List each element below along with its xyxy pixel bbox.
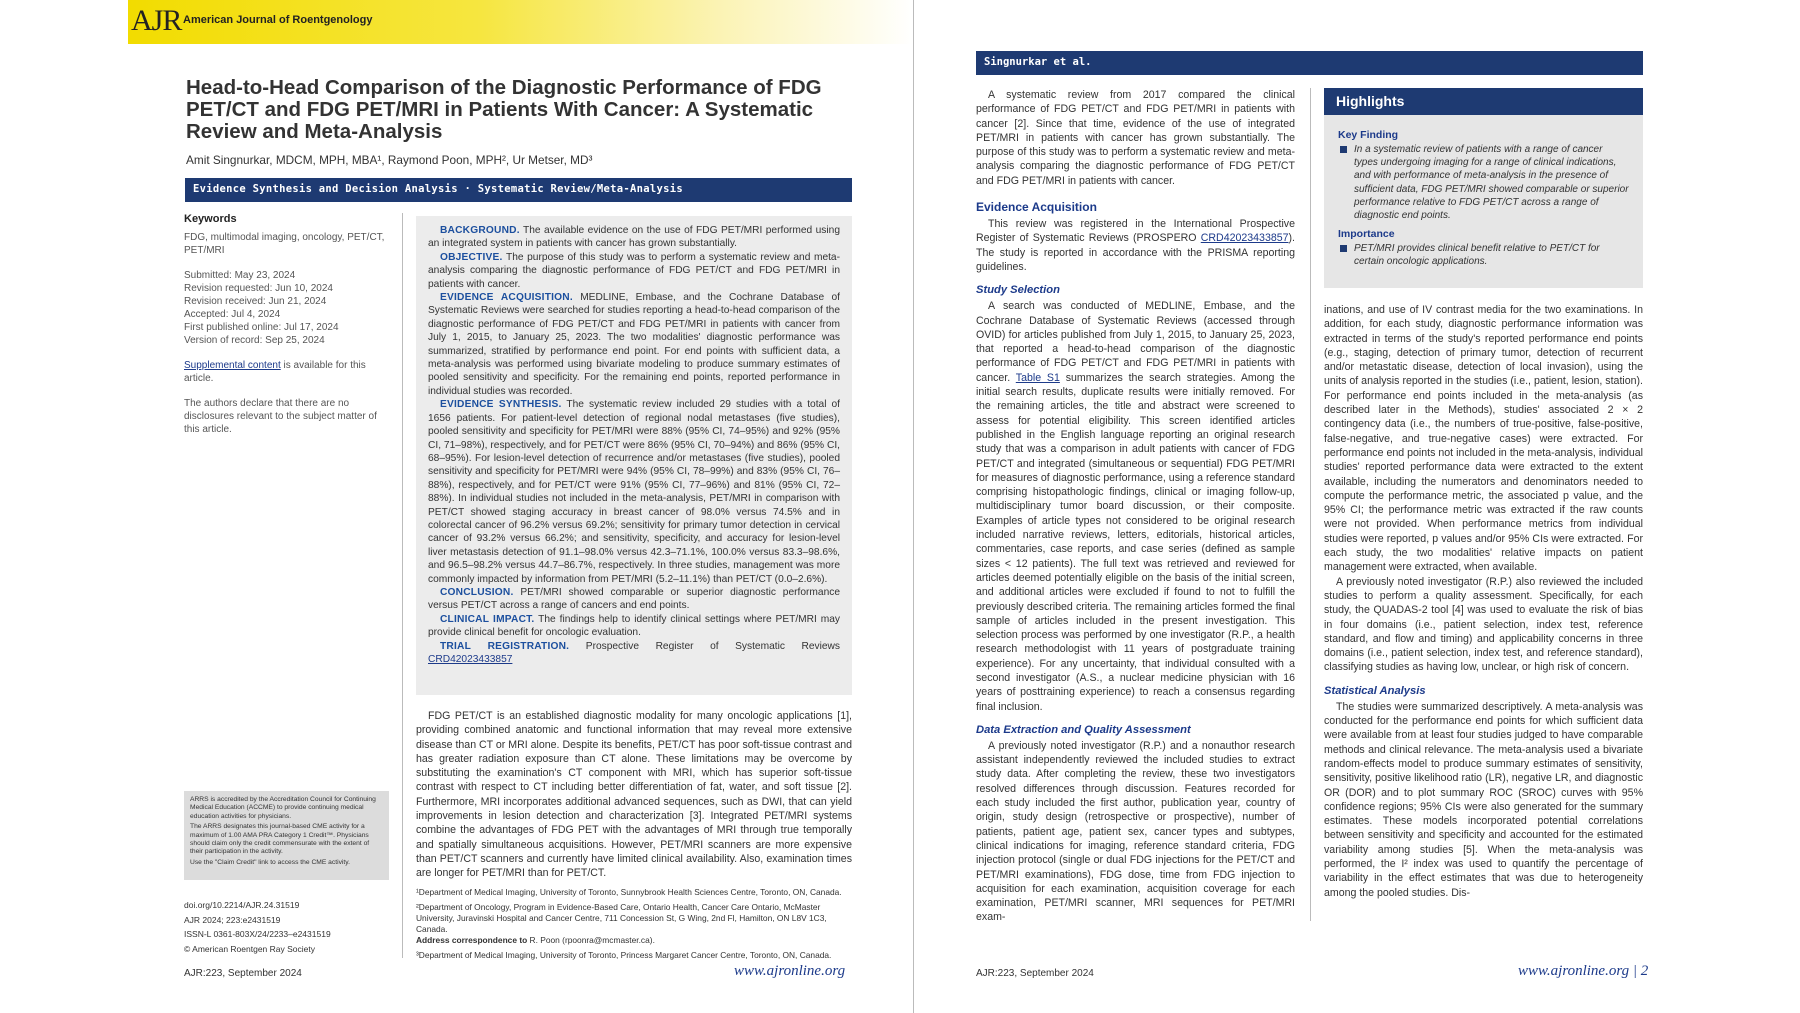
cme-designation: The ARRS designates this journal-based CME activity for a maximum of 1.00 AMA PRA Category 1 Credit™. Physicians should claim only the credit commensurate with the extent of their participation in the activity. (190, 823, 370, 856)
cme-claim: Use the "Claim Credit" link to access the CME activity. (190, 858, 350, 866)
article-meta (184, 898, 399, 956)
heading-data-extraction: Data Extraction and Quality Assessment (976, 723, 1191, 736)
highlights-title: Highlights (1324, 88, 1643, 115)
heading-statistical-analysis: Statistical Analysis (1324, 684, 1426, 697)
p2-extraction: A previously noted investigator (R.P.) and a nonauthor research assistant independently reviewed the included studies to extract study data. After completing the review, these two investigators resolved differences through discussion. Features recorded for each study included the first author, publication year, country of origin, study design (retrospective or prospective), number of patients, patient age, patient sex, cancer types and subtypes, clinical indications for imaging, reference standard criteria, FDG injection protocol (single or dual FDG injections for the PET/CT and PET/MRI examinations), FDG dose, time from FDG injection to acquisition for each examination, acquisition coverage for each examination, PET/MRI scanner, MRI sequences for PET/MRI exam- (976, 739, 1295, 924)
importance-item: PET/MRI provides clinical benefit relative to PET/CT for certain oncologic applications. (1338, 242, 1629, 268)
p2-intro: A systematic review from 2017 compared the clinical performance of FDG PET/CT and FDG PET/MRI in patients with cancer [2]. Since that time, evidence of the use of integrated PET/MRI in patients with cancer has grown substantially. The purpose of this study was to perform a systematic review and meta-analysis comparing the diagnostic performance of FDG PET/CT and FDG PET/MRI in patients with cancer. (976, 89, 1295, 187)
article-title: Head-to-Head Comparison of the Diagnostic Performance of FDG PET/CT and FDG PET/MRI in Patients With Cancer: A Systematic Review and Meta-Analysis (186, 76, 822, 143)
running-header: Singnurkar et al. (976, 51, 1643, 75)
column-divider (402, 213, 403, 958)
abstract-box (416, 216, 852, 695)
p2-selection: A search was conducted of MEDLINE, Embase, and the Cochrane Database of Systematic Reviews (accessed through OVID) for articles published from July 1, 2015, to January 25, 2023, that reported a head-to-head comparison of the diagnostic performance of FDG PET/CT and FDG PET/MRI in patients with cancer. Table S1 summarizes the search strategies. Among the initial search results, duplicate results were initially removed. For the remaining articles, the title and abstract were screened to assess for potential eligibility. This screen identified articles published in the English language reporting an original research study that was a comparison in adult patients with cancer of FDG PET/CT and integrated (simultaneous or sequential) FDG PET/MRI for measures of diagnostic performance, using a reference standard comprising histopathologic findings, clinical or imaging follow-up, multidisciplinary tumor board discussion, or their composite. Examples of article types not considered to be original research included narrative reviews, letters, editorials, historical articles, commentaries, case reports, and case series (defined as sample sizes < 12 patients). The full text was retrieved and reviewed for articles deemed potentially eligible on the basis of the initial screen, and additional articles were excluded if found to not to fulfill the previously described criteria. The remaining articles formed the final sample of articles included in the present investigation. This selection process was performed by one investigator (R.P., a health research methodologist with 11 years of postgraduate training experience). For any uncertainty, that individual consulted with a second investigator (A.S., a nuclear medicine physician with 16 years of posttraining experience) to reach a consensus regarding final inclusion. (976, 300, 1295, 713)
affiliation-2: ²Department of Oncology, Program in Evidence-Based Care, Ontario Health, Cancer Care Ontario, McMaster University, Juravinski Hospital and Cancer Centre, 711 Concession St, G Wing, 2nd Fl, Hamilton, ON L8V 1C3, Canada. Address correspondence to R. Poon (rpoonra@mcmaster.ca). (416, 902, 827, 945)
copyright: © American Roentgen Ray Society (184, 943, 315, 954)
abstract-impact: CLINICAL IMPACT. The findings help to identify clinical settings where PET/MRI may provide clinical benefit for oncologic evaluation. (428, 613, 840, 639)
p2-extraction-cont: inations, and use of IV contrast media for the two examinations. In addition, for each study, diagnostic performance information was extracted in terms of the study's reported performance end points (e.g., staging, detection of primary tumor, detection of recurrent and/or metastatic disease, detection of local invasion), using the units of analysis reported in the studies (i.e., patient, lesion, station). For performance end points included in the meta-analysis (as described later in the Methods), studies' associated 2 × 2 contingency data (i.e., the numbers of true-positive, false-positive, false-negative, and true-negative cases) were extracted. For performance end points not included in the meta-analysis, individual studies' reported performance data were extracted to the extent available, including the numerators and denominators needed to compute the performance metric, the associated p value, and the 95% CI; the performance metric was extracted if the raw counts were not provided. When performance metrics from individual studies were reported, p values and/or 95% CIs were extracted. For each study, the two modalities' relative impacts on patient management were extracted, when available. (1324, 304, 1643, 574)
page-2-footer-website[interactable]: www.ajronline.org | 2 (1518, 963, 1649, 979)
abstract-synthesis: EVIDENCE SYNTHESIS. The systematic review included 29 studies with a total of 1656 patients. For patient-level detection of regional nodal metastases (five studies), pooled sensitivity and specificity for PET/MRI were 88% (95% CI, 74–95%) and 92% (95% CI, 71–98%), respectively, and for PET/CT were 86% (95% CI, 70–94%) and 86% (95% CI, 68–95%). For lesion-level detection of recurrence and/or metastases (five studies), pooled sensitivity and specificity for PET/MRI were 94% (95% CI, 78–99%) and 83% (95% CI, 76–88%), respectively, and for PET/CT were 91% (95% CI, 77–96%) and 81% (95% CI, 72–88%). In individual studies not included in the meta-analysis, PET/MRI in comparison with PET/CT showed staging accuracy in breast cancer of 98.0% versus 74.5% and in colorectal cancer of 96.2% versus 69.2%; sensitivity for primary tumor detection in cervical cancer of 93.2% versus 66.2%; and sensitivity, specificity, and accuracy for lesion-level liver metastasis detection of 91.1–98.0% versus 42.3–71.1%, 100.0% versus 83.3–98.6%, and 96.5–98.2% versus 44.7–86.7%, respectively. In three studies, management was more commonly impacted by information from PET/MRI (5.2–11.1%) than PET/CT (0.0–2.6%). (428, 399, 840, 585)
citation: AJR 2024; 223:e2431519 (184, 914, 281, 925)
page-1-footer-issue: AJR:223, September 2024 (184, 968, 302, 979)
page-1-footer-website[interactable]: www.ajronline.org (734, 963, 846, 979)
disclosure: The authors declare that there are no disclosures relevant to the subject matter of this article. (184, 398, 377, 435)
authors: Amit Singnurkar, MDCM, MPH, MBA¹, Raymond Poon, MPH², Ur Metser, MD³ (186, 153, 593, 167)
introduction (416, 709, 852, 881)
p2-acquisition: This review was registered in the International Prospective Register of Systematic Reviews (PROSPERO CRD42023433857). The study is reported in accordance with the PRISMA reporting guidelines. (976, 218, 1295, 273)
sidebar-metadata (184, 213, 394, 436)
highlights-box (1324, 88, 1643, 288)
p2-quality: A previously noted investigator (R.P.) also reviewed the included studies to perform a quality assessment. Specifically, for each study, the QUADAS-2 tool [4] was used to evaluate the risk of bias in four domains (i.e., patient selection, index test, reference standard, and flow and timing) and applicability concerns in three domains (i.e., patient selection, index test, and reference standard), classifying studies as having low, unclear, or high risk of concern. (1324, 575, 1643, 674)
abstract-conclusion: CONCLUSION. PET/MRI showed comparable or superior diagnostic performance versus PET/CT across a range of cancers and end points. (428, 586, 840, 612)
date-revision-requested: Revision requested: Jun 10, 2024 (184, 283, 333, 294)
section-bar: Evidence Synthesis and Decision Analysis · Systematic Review/Meta-Analysis (185, 178, 852, 202)
date-version-of-record: Version of record: Sep 25, 2024 (184, 335, 325, 346)
heading-evidence-acquisition: Evidence Acquisition (976, 200, 1097, 215)
affiliations (416, 887, 852, 965)
doi[interactable]: doi.org/10.2214/AJR.24.31519 (184, 900, 300, 910)
abstract-trial: TRIAL REGISTRATION. Prospective Register of Systematic Reviews CRD42023433857 (428, 640, 841, 665)
key-finding-item: In a systematic review of patients with a range of cancer types undergoing imaging for a range of clinical indications, and with performance of meta-analysis in the presence of sufficient data, FDG PET/MRI showed comparable or superior performance relative to FDG PET/CT across a range of diagnostic end points. (1338, 143, 1629, 222)
supplemental-note: Supplemental content is available for this article. (184, 360, 366, 384)
journal-logo: AJR (131, 4, 182, 37)
p2-statistics: The studies were summarized descriptively. A meta-analysis was conducted for the performance end points for which sufficient data were available from at least four studies judged to have comparable methods and clinical relevance. The meta-analysis used a bivariate random-effects model to produce summary estimates of sensitivity, sensitivity, positive likelihood ratio (LR), negative LR, and diagnostic OR (DOR) and to plot summary ROC (SROC) curves with 95% confidence regions; 95% CIs were also generated for the summary estimates. These models incorporated potential correlations between sensitivity and specificity and accounted for the estimated variability among studies [5]. When the meta-analysis was performed, the I² index was used to quantify the percentage of variability in the effect estimates that was due to heterogeneity among the pooled studies. Dis- (1324, 700, 1643, 899)
date-accepted: Accepted: Jul 4, 2024 (184, 309, 281, 320)
date-submitted: Submitted: May 23, 2024 (184, 270, 296, 281)
date-published-online: First published online: Jul 17, 2024 (184, 322, 339, 333)
abstract-background: BACKGROUND. The available evidence on the use of FDG PET/MRI performed using an integrated system in patients with cancer has grown substantially. (428, 225, 840, 250)
cme-box (184, 791, 389, 880)
table-s1-link[interactable]: Table S1 (1015, 371, 1060, 384)
prospero-link[interactable]: CRD42023433857 (1200, 232, 1289, 245)
affiliation-3: ³Department of Medical Imaging, University of Toronto, Princess Margaret Cancer Centre, Toronto, ON, Canada. (416, 950, 832, 960)
page-2 (914, 0, 1800, 1013)
keywords-heading: Keywords (184, 213, 237, 225)
heading-study-selection: Study Selection (976, 284, 1060, 297)
column-divider-2 (1310, 88, 1311, 921)
key-finding-heading: Key Finding (1338, 129, 1399, 141)
cme-accreditation: ARRS is accredited by the Accreditation Council for Continuing Medical Education (ACCME) to provide continuing medical education activities for physicians. (190, 796, 376, 820)
issn: ISSN-L 0361-803X/24/2233–e2431519 (184, 929, 331, 939)
abstract-acquisition: EVIDENCE ACQUISITION. MEDLINE, Embase, and the Cochrane Database of Systematic Reviews were searched for studies reporting a head-to-head comparison of the diagnostic performance of FDG PET/CT and FDG PET/MRI in patients with cancer from July 1, 2015, to January 25, 2023. The two modalities' diagnostic performance was summarized, stratified by performance end point. For end points with sufficient data, a meta-analysis was performed using bivariate modeling to produce summary estimates of pooled sensitivity and specificity. For the remaining end points, reported performance in individual studies was recorded. (428, 292, 840, 397)
keywords: FDG, multimodal imaging, oncology, PET/CT, PET/MRI (184, 232, 385, 256)
page-2-footer-issue: AJR:223, September 2024 (976, 968, 1094, 979)
trial-registration-link[interactable]: CRD42023433857 (428, 654, 513, 665)
intro-paragraph: FDG PET/CT is an established diagnostic modality for many oncologic applications [1], providing combined anatomic and functional information that may reveal more extensive disease than CT or MRI alone. Despite its benefits, PET/CT has poor soft-tissue contrast and has greater radiation exposure than CT alone. These limitations may be overcome by substituting the examination's CT component with MRI, which has superior soft-tissue contrast with respect to CT including better differentiation of fat, water, and soft tissue [2]. Furthermore, MRI incorporates additional advanced sequences, such as DWI, that can yield improvements in lesion detection and characterization [3]. Integrated PET/MRI systems combine the advantages of FDG PET with the advantages of MRI through true temporally and spatially simultaneous acquisitions. However, PET/MRI scanners are more expensive than PET/CT scanners and currently have limited clinical availability. Also, examination times are longer for PET/MRI than for PET/CT. (416, 710, 852, 880)
affiliation-1: ¹Department of Medical Imaging, University of Toronto, Sunnybrook Health Sciences Centre, Toronto, ON, Canada. (416, 887, 842, 897)
date-revision-received: Revision received: Jun 21, 2024 (184, 296, 327, 307)
journal-name: American Journal of Roentgenology (183, 14, 373, 26)
column-right (1324, 303, 1643, 900)
abstract-objective: OBJECTIVE. The purpose of this study was to perform a systematic review and meta-analysis comparing the diagnostic performance of FDG PET/CT and FDG PET/MRI in patients with cancer. (428, 251, 840, 290)
column-left (976, 88, 1295, 925)
supplemental-link[interactable]: Supplemental content (184, 360, 281, 371)
importance-heading: Importance (1338, 228, 1395, 241)
